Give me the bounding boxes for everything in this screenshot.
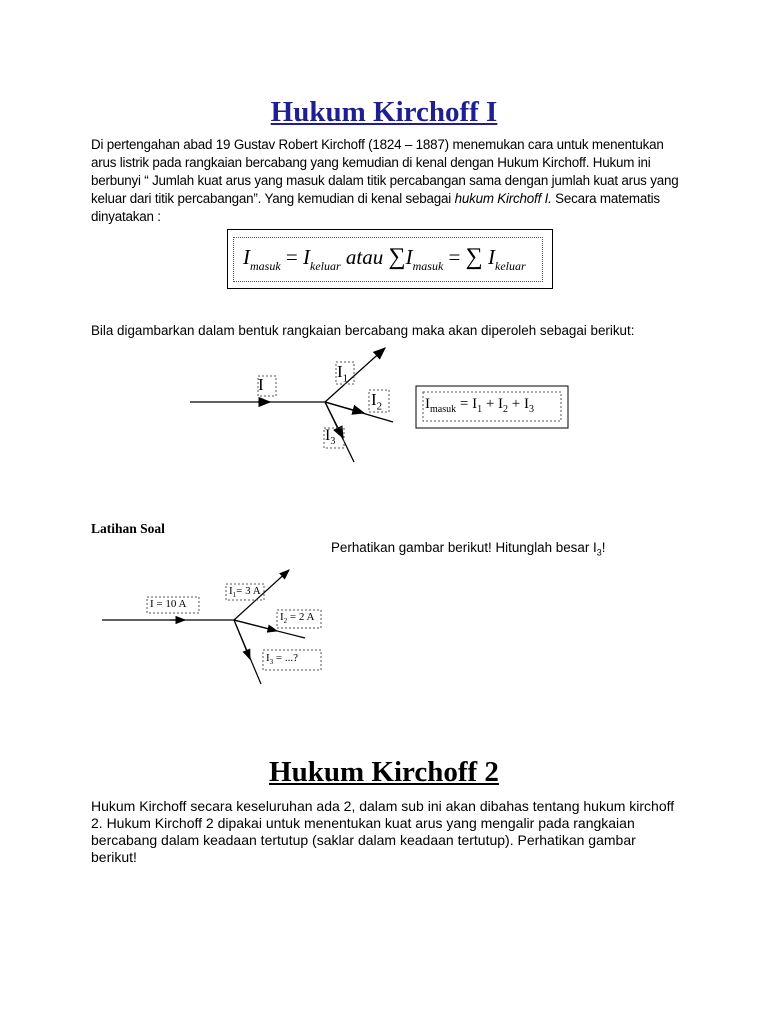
kirchoff-formula: $I_{masuk} = I_{keluar}$ atau $\sum I_{masuk}$ = ∑ $I_{keluar}$ [243, 244, 526, 273]
page-title-1: Hukum Kirchoff I [270, 96, 498, 128]
diagram-intro: Bila digambarkan dalam bentuk rangkaian bercabang maka akan diperoleh sebagai berikut: [91, 323, 635, 338]
label-i2: $I_2$ [371, 390, 383, 413]
page-title-2: Hukum Kirchoff 2 [269, 756, 499, 788]
kirchoff2-paragraph: Hukum Kirchoff secara keseluruhan ada 2, dalam sub ini akan dibahas tentang hukum kirchoff 2. Hukum Kirchoff 2 dipakai untuk menentukan kuat arus yang mengalir pada rangkaian bercabang dalam keadaan tertutup (saklar dalam keadaan tertutup). Perhatikan gambar berikut! [91, 798, 675, 865]
intro-paragraph [91, 136, 681, 226]
label-i1: $I_1$ [337, 362, 349, 385]
label-i3: $I_3$ [325, 427, 336, 448]
exercise-question: Perhatikan gambar berikut! Hitunglah besar $I_3$! [331, 540, 606, 558]
label-i: I [258, 375, 264, 394]
junction-equation: $I_{masuk} = I_1 + I_2 + I_3$ [425, 396, 535, 415]
q-label-i: I = 10 A [150, 598, 187, 610]
q-label-i2: $I_2 = 2$ A [280, 611, 315, 626]
branch-2-arrow [325, 402, 364, 413]
branch-diagram-1 [180, 340, 600, 470]
intro-text-a: Di pertengahan abad 19 Gustav Robert Kirchoff (1824 – 1887) menemukan cara untuk menentukan arus listrik pada rangkaian bercabang yang kemudian di kenal dengan Hukum Kirchoff. Hukum ini berbunyi “ Jumlah kuat arus yang masuk dalam titik percabangan sama dengan jumlah kuat arus yang keluar dari titik percabangan”. Yang kemudian di kenal sebagai [91, 137, 679, 206]
q-label-i1: $I_1= 3$ A [229, 585, 261, 600]
intro-text-italic: hukum Kirchoff I. [454, 191, 552, 206]
q-label-i3: $I_3$ = ...? [266, 652, 299, 667]
intro-text-b: Secara matematis dinyatakan : [91, 191, 660, 224]
q-branch-2-arrow [234, 620, 277, 631]
exercise-heading: Latihan Soal [91, 521, 165, 536]
branch-diagram-2 [95, 565, 335, 690]
q-branch-3-arrow [234, 620, 250, 659]
